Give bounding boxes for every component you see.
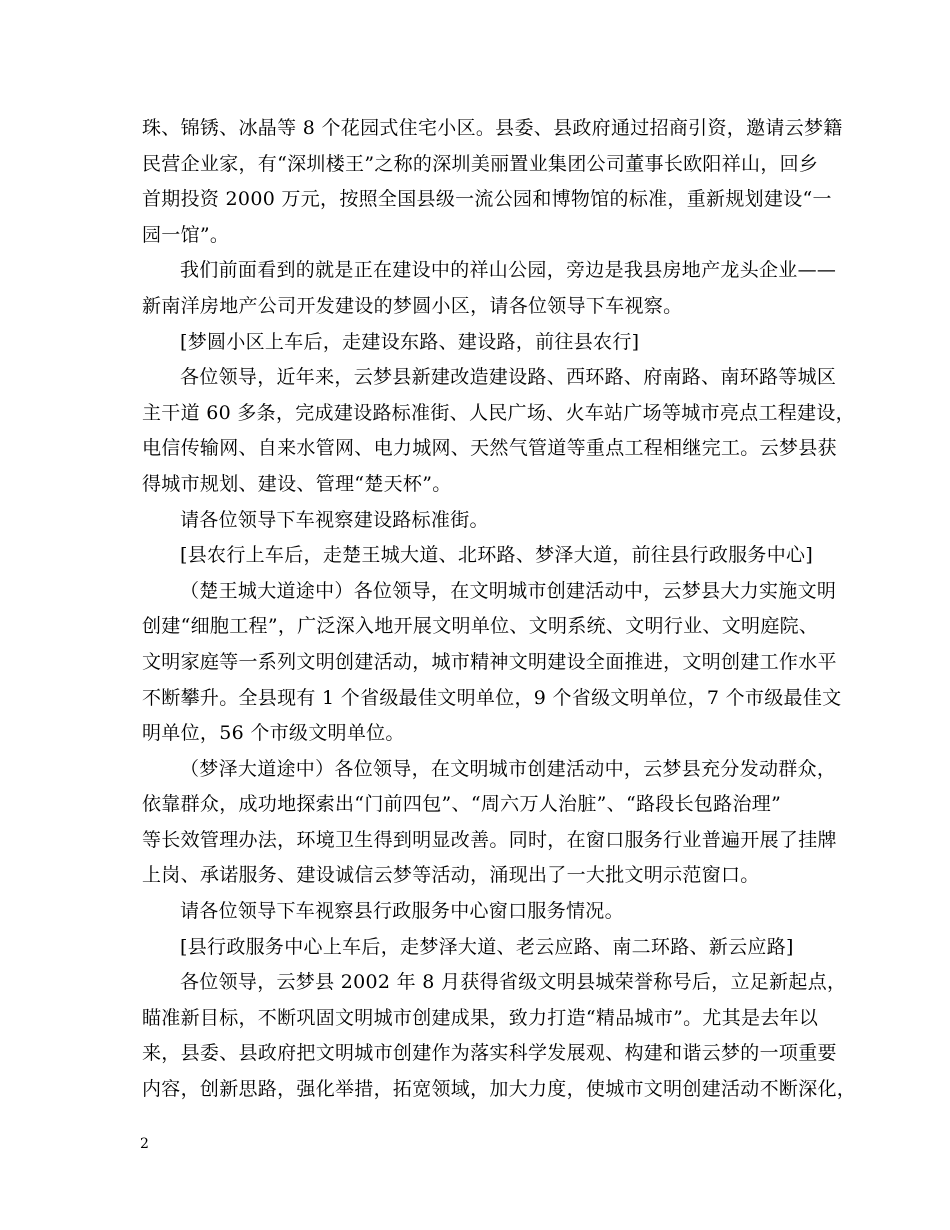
text-line: 来，县委、县政府把文明城市创建作为落实科学发展观、构建和谐云梦的一项重要	[142, 1042, 837, 1065]
text-line: [县行政服务中心上车后，走梦泽大道、老云应路、南二环路、新云应路]	[180, 935, 794, 958]
text-line: 各位领导，近年来，云梦县新建改造建设路、西环路、府南路、南环路等城区	[180, 366, 837, 389]
text-line: 首期投资 2000 万元，按照全国县级一流公园和博物馆的标准，重新规划建设“一	[142, 188, 832, 211]
text-line: 各位领导，云梦县 2002 年 8 月获得省级文明县城荣誉称号后，立足新起点，	[180, 971, 847, 994]
text-line: 得城市规划、建设、管理“楚天杯”。	[142, 472, 452, 495]
text-line: 依靠群众，成功地探索出“门前四包”、“周六万人治脏”、“路段长包路治理”	[142, 793, 782, 816]
text-line: 文明家庭等一系列文明创建活动，城市精神文明建设全面推进，文明创建工作水平	[142, 650, 837, 673]
text-line: （楚王城大道途中）各位领导，在文明城市创建活动中，云梦县大力实施文明	[180, 579, 837, 602]
text-line: [梦圆小区上车后，走建设东路、建设路，前往县农行]	[180, 330, 640, 353]
text-line: 请各位领导下车视察建设路标准街。	[180, 508, 489, 531]
text-line: 内容，创新思路，强化举措，拓宽领域，加大力度，使城市文明创建活动不断深化，	[142, 1078, 857, 1101]
text-line: 创建“细胞工程”，广泛深入地开展文明单位、文明系统、文明行业、文明庭院、	[142, 615, 819, 638]
text-line: 上岗、承诺服务、建设诚信云梦等活动，涌现出了一大批文明示范窗口。	[142, 864, 760, 887]
text-line: 瞄准新目标，不断巩固文明城市创建成果，致力打造“精品城市”。尤其是去年以	[142, 1006, 819, 1029]
text-line: 不断攀升。全县现有 1 个省级最佳文明单位，9 个省级文明单位，7 个市级最佳文	[142, 686, 842, 709]
text-line: 珠、锦锈、冰晶等 8 个花园式住宅小区。县委、县政府通过招商引资，邀请云梦籍	[142, 117, 843, 139]
text-line: 新南洋房地产公司开发建设的梦圆小区，请各位领导下车视察。	[142, 294, 683, 317]
text-line: 主干道 60 多条，完成建设路标准街、人民广场、火车站广场等城市亮点工程建设，	[142, 401, 855, 424]
text-line: [县农行上车后，走楚王城大道、北环路、梦泽大道，前往县行政服务中心]	[180, 544, 814, 567]
text-line: 电信传输网、自来水管网、电力城网、天然气管道等重点工程相继完工。云梦县获	[142, 437, 837, 460]
text-line: 明单位，56 个市级文明单位。	[142, 722, 405, 745]
page-number: 2	[140, 1136, 149, 1152]
document-body	[142, 111, 857, 1108]
text-line: 民营企业家，有“深圳楼王”之称的深圳美丽置业集团公司董事长欧阳祥山，回乡	[142, 152, 819, 175]
text-line: 园一馆”。	[142, 223, 230, 246]
text-line: 等长效管理办法，环境卫生得到明显改善。同时，在窗口服务行业普遍开展了挂牌	[142, 828, 837, 851]
text-line: 请各位领导下车视察县行政服务中心窗口服务情况。	[180, 900, 624, 923]
text-line: （梦泽大道途中）各位领导，在文明城市创建活动中，云梦县充分发动群众，	[180, 757, 837, 780]
text-line: 我们前面看到的就是正在建设中的祥山公园，旁边是我县房地产龙头企业——	[180, 259, 837, 282]
